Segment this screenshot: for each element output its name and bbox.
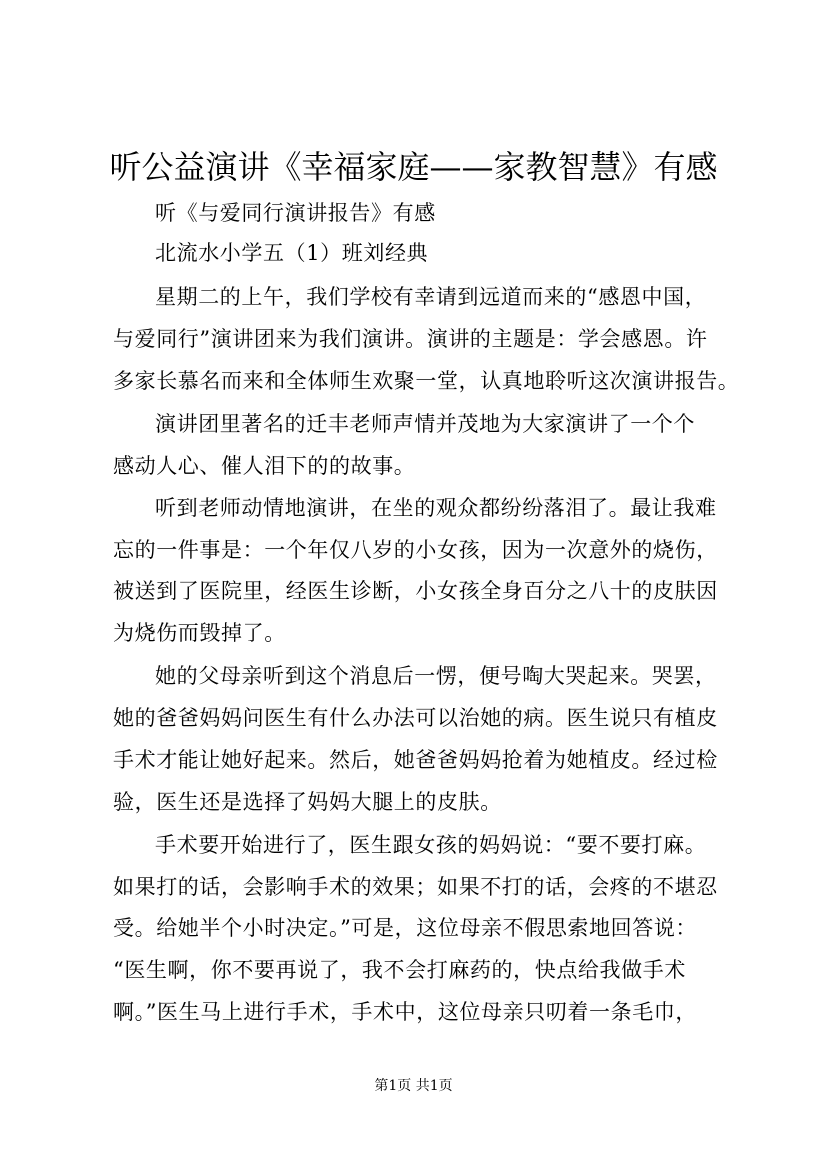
paragraph-line: 演讲团里著名的迁丰老师声情并茂地为大家演讲了一个个 <box>155 412 695 436</box>
paragraph-line: 与爱同行”演讲团来为我们演讲。演讲的主题是：学会感恩。许 <box>113 327 708 351</box>
paragraph-line: 手术要开始进行了，医生跟女孩的妈妈说：“要不要打麻。 <box>155 833 707 857</box>
paragraph-line: 星期二的上午，我们学校有幸请到远道而来的“感恩中国， <box>155 285 707 309</box>
paragraph-line: 忘的一件事是：一个年仅八岁的小女孩，因为一次意外的烧伤， <box>113 538 718 562</box>
paragraph-line: 啊。”医生马上进行手术，手术中，这位母亲只叨着一条毛巾， <box>113 1000 698 1024</box>
paragraph-line: 被送到了医院里，经医生诊断，小女孩全身百分之八十的皮肤因 <box>113 579 718 603</box>
paragraph-line: 多家长慕名而来和全体师生欢聚一堂，认真地聆听这次演讲报告。 <box>113 369 740 393</box>
paragraph-line: 为烧伤而毁掉了。 <box>113 621 286 645</box>
paragraph-line: 她的爸爸妈妈问医生有什么办法可以治她的病。医生说只有植皮 <box>113 706 718 730</box>
paragraph-line: 手术才能让她好起来。然后，她爸爸妈妈抢着为她植皮。经过检 <box>113 748 718 772</box>
paragraph-line: 听到老师动情地演讲，在坐的观众都纷纷落泪了。最让我难 <box>155 496 717 520</box>
author-line: 北流水小学五（1）班刘经典 <box>155 241 429 265</box>
paragraph-line: “医生啊，你不要再说了，我不会打麻药的，快点给我做手术 <box>113 958 686 982</box>
paragraph-line: 她的父母亲听到这个消息后一愣，便号啕大哭起来。哭罢， <box>155 664 717 688</box>
page-footer: 第1页 共1页 <box>374 1078 453 1094</box>
subtitle-line: 听《与爱同行演讲报告》有感 <box>155 201 436 225</box>
document-title: 听公益演讲《幸福家庭——家教智慧》有感 <box>109 148 718 186</box>
paragraph-line: 如果打的话，会影响手术的效果；如果不打的话，会疼的不堪忍 <box>113 875 718 899</box>
paragraph-line: 感动人心、催人泪下的的故事。 <box>113 454 416 478</box>
paragraph-line: 验，医生还是选择了妈妈大腿上的皮肤。 <box>113 790 502 814</box>
paragraph-line: 受。给她半个小时决定。”可是，这位母亲不假思索地回答说： <box>113 916 698 940</box>
